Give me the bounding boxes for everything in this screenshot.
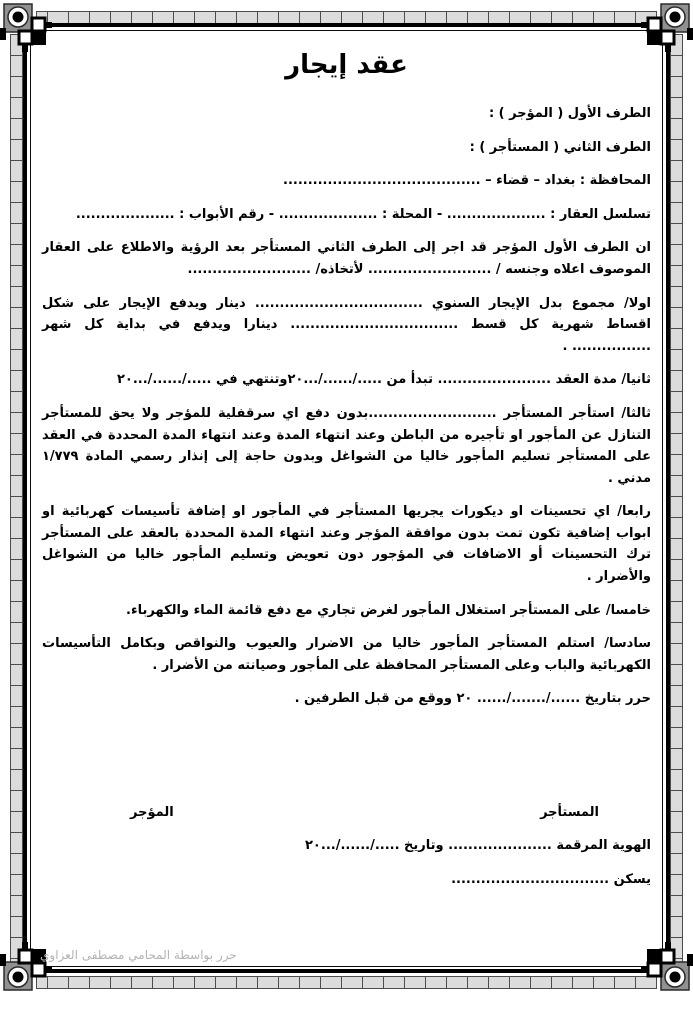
tenant-signature-label: المستأجر [540,804,599,820]
border-edge-bit [687,954,693,966]
border-ladder-bottom [36,976,657,989]
party-first-line: الطرف الأول ( المؤجر ) : [488,106,651,122]
clause-second: ثانيا/ مدة العقد ....................... تبدأ من ...../....../...٢٠وتنتهي في ...../....../...٢٠ [116,372,651,388]
property-serial-line: تسلسل العقار : .................... - المحلة : .................... - رقم الأبواب : .................... [75,206,651,222]
id-card-line: الهوية المرقمة ..................... وتاريخ ...../....../...٢٠ [305,838,651,854]
governorate-line: المحافظة : بغداد – قضاء – ........................................ [283,173,651,189]
contract-body [42,34,651,903]
clause-first: اولا/ مجموع بدل الإيجار السنوي .................................. دينار ويدفع الإيجار على شكل اقساط شهرية كل قسط .................................. دينارا ويدفع في بداية كل شهر ................ . [42,295,651,354]
page-title: عقد إيجار [285,50,408,80]
clause-fourth: رابعا/ اي تحسينات او ديكورات يجريها المستأجر في المأجور او إضافة تأسيسات كهربائية او ابواب إضافية تكون تمت بدون موافقة المؤجر وعند انتهاء المدة المحددة بالعقد على المستأجر ترك التحسينات أو الاضافات في المؤجور دون تعويض وتسليم المأجور خاليا من الشواغل والأضرار . [42,504,651,584]
clause-third: ثالثا/ استأجر المستأجر ..........................بدون دفع اي سرقفلية للمؤجر ولا يحق للمستأجر التنازل عن المأجور او تأجيره من الباطن وعند انتهاء المدة وعند انتهاء المدة المحددة في العقد على المستأجر تسليم المأجور خاليا من الشواغل وبدون حاجة إلى إنذار رسمي المادة ١/٧٧٩ مدني . [42,405,651,486]
closing-line: حرر بتاريخ ....../......./...... ٢٠ ووقع من قبل الطرفين . [294,691,651,707]
corner-ornament-bottom-right-icon [641,942,691,992]
clause-sixth: سادسا/ استلم المستأجر المأجور خاليا من الاضرار والعيوب والنواقص وبكامل التأسيسات الكهربائية والباب وعلى المستأجر المحافظة على المأجور وصيانته من الأضرار . [42,636,651,673]
border-edge-bit [687,28,693,40]
landlord-signature-label: المؤجر [130,804,174,820]
border-ladder-left [10,34,23,966]
intro-paragraph: ان الطرف الأول المؤجر قد اجر إلى الطرف الثاني المستأجر بعد الرؤية والاطلاع على العقار الموصوف اعلاه وجنسه / ......................... لأتخاذه/ ......................... [42,240,651,278]
border-ladder-right [670,34,683,966]
border-edge-bit [0,954,6,966]
footer-credit: حرر بواسطة المحامي مصطفى العزاوي [40,948,237,962]
residence-line: يسكن ................................ [451,872,651,888]
border-edge-bit [0,28,6,40]
clause-fifth: خامسا/ على المستأجر استغلال المأجور لغرض تجاري مع دفع قائمة الماء والكهرباء. [126,602,651,618]
signature-row [42,802,651,824]
party-second-line: الطرف الثاني ( المستأجر ) : [469,139,651,155]
